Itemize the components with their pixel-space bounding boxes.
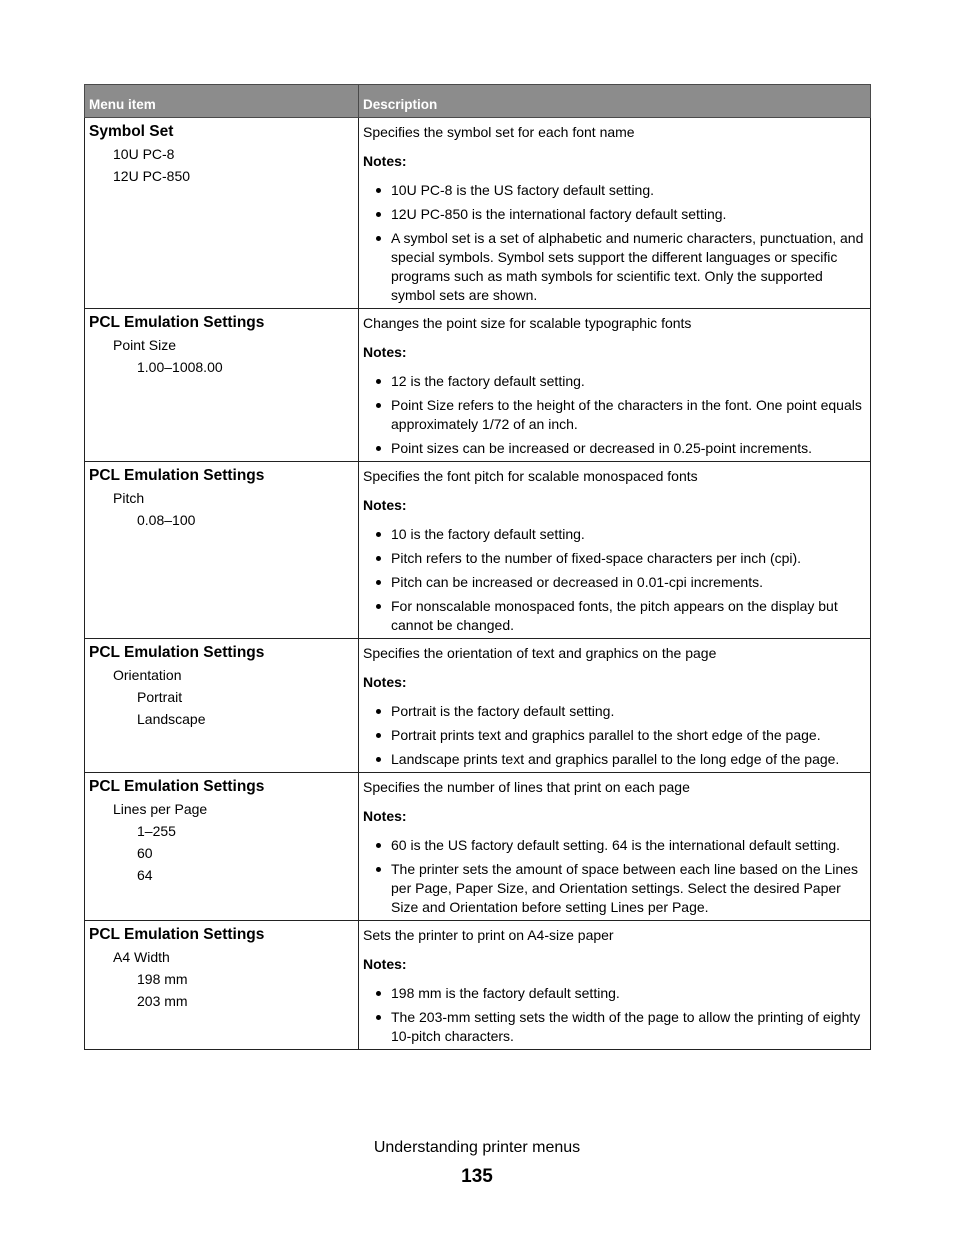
column-header-menu-item: Menu item — [85, 85, 359, 118]
table-row — [85, 773, 871, 921]
footer-section-title: Understanding printer menus — [373, 1139, 581, 1156]
note-item: 10U PC-8 is the US factory default setting. — [363, 181, 866, 200]
menu-item-cell — [85, 462, 359, 639]
table-row — [85, 309, 871, 462]
table-row — [85, 921, 871, 1050]
note-item: Pitch can be increased or decreased in 0.01-cpi increments. — [363, 573, 866, 592]
description-text: Specifies the orientation of text and graphics on the page — [363, 645, 717, 661]
notes-list — [363, 525, 866, 635]
menu-item-title: Symbol Set — [89, 123, 174, 140]
note-item: Landscape prints text and graphics parallel to the long edge of the page. — [363, 750, 866, 769]
note-item: For nonscalable monospaced fonts, the pitch appears on the display but cannot be changed. — [363, 597, 866, 635]
table-row — [85, 639, 871, 773]
note-item: 12 is the factory default setting. — [363, 372, 866, 391]
notes-label: Notes: — [363, 497, 407, 513]
description-text: Specifies the font pitch for scalable monospaced fonts — [363, 468, 698, 484]
menu-item-setting: A4 Width — [113, 949, 170, 965]
table-row — [85, 462, 871, 639]
menu-item-setting: Orientation — [113, 667, 182, 683]
page-number: 135 — [461, 1166, 493, 1187]
description-text: Changes the point size for scalable typographic fonts — [363, 315, 692, 331]
menu-item-value: 1.00–1008.00 — [137, 359, 223, 375]
notes-label: Notes: — [363, 808, 407, 824]
menu-item-value: 198 mm — [137, 971, 188, 987]
menu-item-title: PCL Emulation Settings — [89, 467, 265, 484]
menu-item-value: 64 — [137, 867, 153, 883]
menu-item-setting: 10U PC-8 — [113, 146, 175, 162]
menu-item-cell — [85, 921, 359, 1050]
note-item: Point sizes can be increased or decreased in 0.25-point increments. — [363, 439, 866, 458]
notes-list — [363, 836, 866, 917]
notes-label: Notes: — [363, 674, 407, 690]
table-body — [85, 118, 871, 1050]
description-text: Specifies the symbol set for each font name — [363, 124, 635, 140]
column-header-description: Description — [359, 85, 871, 118]
note-item: 198 mm is the factory default setting. — [363, 984, 866, 1003]
menu-item-setting: Point Size — [113, 337, 177, 353]
note-item: 60 is the US factory default setting. 64 is the international default setting. — [363, 836, 866, 855]
note-item: 10 is the factory default setting. — [363, 525, 866, 544]
menu-item-value: Portrait — [137, 689, 183, 705]
menu-item-value: 1–255 — [137, 823, 176, 839]
table-row — [85, 118, 871, 309]
menu-item-value: 0.08–100 — [137, 512, 196, 528]
menu-item-setting: Lines per Page — [113, 801, 208, 817]
menu-item-cell — [85, 118, 359, 309]
menu-item-setting: Pitch — [113, 490, 145, 506]
table-header-row — [85, 85, 871, 118]
note-item: 12U PC-850 is the international factory default setting. — [363, 205, 866, 224]
note-item: The 203-mm setting sets the width of the page to allow the printing of eighty 10-pitch characters. — [363, 1008, 866, 1046]
menu-item-cell — [85, 773, 359, 921]
menu-item-title: PCL Emulation Settings — [89, 314, 265, 331]
description-cell — [359, 462, 871, 639]
menu-item-value: Landscape — [137, 711, 206, 727]
description-cell — [359, 309, 871, 462]
description-cell — [359, 118, 871, 309]
menu-item-setting: 12U PC-850 — [113, 168, 191, 184]
notes-label: Notes: — [363, 153, 407, 169]
notes-list — [363, 984, 866, 1046]
menu-item-title: PCL Emulation Settings — [89, 926, 265, 943]
description-cell — [359, 921, 871, 1050]
notes-list — [363, 372, 866, 458]
description-cell — [359, 639, 871, 773]
menu-table — [84, 84, 871, 1050]
menu-item-title: PCL Emulation Settings — [89, 778, 265, 795]
notes-label: Notes: — [363, 956, 407, 972]
menu-item-value: 60 — [137, 845, 153, 861]
menu-item-value: 203 mm — [137, 993, 188, 1009]
description-cell — [359, 773, 871, 921]
description-text: Specifies the number of lines that print on each page — [363, 779, 690, 795]
description-text: Sets the printer to print on A4-size paper — [363, 927, 614, 943]
notes-list — [363, 181, 866, 305]
note-item: Portrait is the factory default setting. — [363, 702, 866, 721]
menu-item-cell — [85, 639, 359, 773]
notes-list — [363, 702, 866, 769]
note-item: Portrait prints text and graphics parallel to the short edge of the page. — [363, 726, 866, 745]
menu-item-cell — [85, 309, 359, 462]
note-item: The printer sets the amount of space between each line based on the Lines per Page, Paper Size, and Orientation settings. Select the desired Paper Size and Orientation before setting Lines per Page. — [363, 860, 866, 917]
note-item: A symbol set is a set of alphabetic and numeric characters, punctuation, and special symbols. Symbol sets support the different languages or specific programs such as math symbols for scientific text. Only the supported symbol sets are shown. — [363, 229, 866, 305]
notes-label: Notes: — [363, 344, 407, 360]
note-item: Point Size refers to the height of the characters in the font. One point equals approximately 1/72 of an inch. — [363, 396, 866, 434]
menu-item-title: PCL Emulation Settings — [89, 644, 265, 661]
note-item: Pitch refers to the number of fixed-space characters per inch (cpi). — [363, 549, 866, 568]
